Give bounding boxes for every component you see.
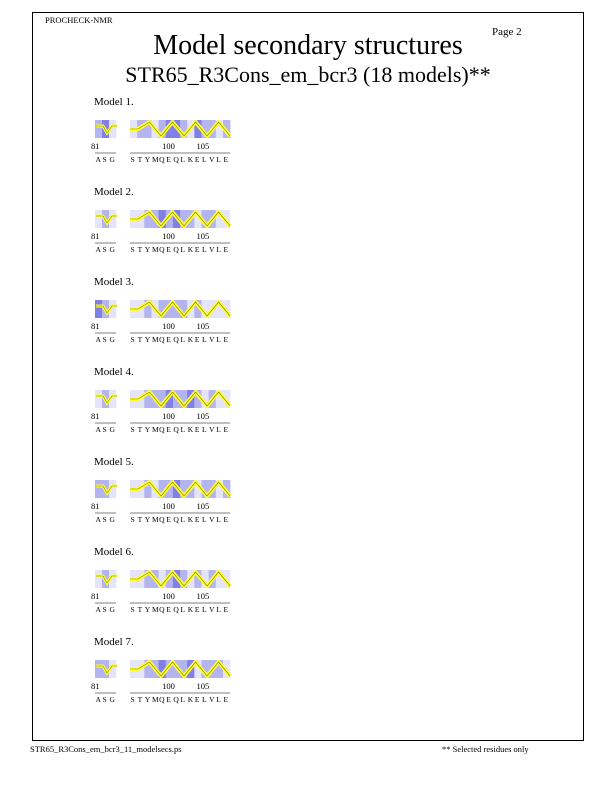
secondary-structure-plot	[90, 294, 240, 352]
model-block	[90, 276, 240, 366]
footer-filename: STR65_R3Cons_em_bcr3_11_modelsecs.ps	[30, 744, 182, 754]
sequence-letter: S	[130, 335, 135, 344]
sequence-letter: Q	[159, 245, 165, 254]
sequence-letter: V	[209, 515, 215, 524]
residue-number-tick: 105	[196, 231, 210, 241]
residue-number-start: 81	[91, 681, 100, 691]
sequence-letter: Q	[173, 335, 179, 344]
sequence-letter: L	[202, 155, 207, 164]
sequence-letter: E	[194, 605, 200, 614]
sequence-letter: E	[166, 245, 171, 254]
model-label: Model 4.	[94, 366, 134, 378]
sequence-letter: E	[223, 155, 229, 164]
sequence-letter: L	[216, 245, 221, 254]
page-title: Model secondary structures	[153, 30, 463, 61]
sequence-letter: S	[102, 515, 107, 524]
residue-number-tick: 100	[162, 321, 175, 331]
residue-number-tick: 105	[196, 321, 210, 331]
sequence-letter: L	[202, 695, 207, 704]
sequence-letter: E	[223, 605, 229, 614]
footer-note: ** Selected residues only	[442, 744, 529, 754]
shading-cell	[95, 660, 102, 678]
sequence-letter: E	[166, 155, 171, 164]
secondary-structure-plot	[90, 654, 240, 712]
sequence-letter: L	[202, 245, 207, 254]
residue-number-start: 81	[91, 591, 100, 601]
page-subtitle: STR65_R3Cons_em_bcr3 (18 models)**	[125, 62, 491, 87]
sequence-letter: S	[102, 155, 107, 164]
residue-number-start: 81	[91, 321, 100, 331]
sequence-letter: E	[223, 425, 229, 434]
sequence-letter: Q	[159, 605, 165, 614]
sequence-letter: E	[194, 695, 200, 704]
sequence-letter: M	[151, 155, 159, 164]
sequence-letter: E	[194, 245, 200, 254]
residue-number-start: 81	[91, 231, 100, 241]
sequence-letter: E	[194, 425, 200, 434]
sequence-letter: Q	[159, 425, 165, 434]
sequence-letter: K	[187, 425, 194, 434]
sequence-letter: S	[130, 155, 135, 164]
model-block	[90, 366, 240, 456]
residue-number-tick: 100	[162, 681, 175, 691]
sequence-letter: Y	[144, 155, 151, 164]
model-block	[90, 186, 240, 276]
sequence-letter: Q	[173, 245, 179, 254]
sequence-letter: M	[151, 605, 159, 614]
sequence-letter: V	[209, 335, 215, 344]
sequence-letter: S	[102, 695, 107, 704]
sequence-letter: M	[151, 515, 159, 524]
model-block	[90, 636, 240, 726]
sequence-letter: L	[202, 605, 207, 614]
residue-number-tick: 105	[196, 591, 210, 601]
sequence-letter: L	[216, 425, 221, 434]
sequence-letter: E	[223, 515, 229, 524]
sequence-letter: V	[209, 155, 215, 164]
model-label: Model 7.	[94, 636, 134, 648]
sequence-letter: Y	[144, 245, 151, 254]
sequence-letter: Q	[159, 155, 165, 164]
residue-number-tick: 105	[196, 411, 210, 421]
sequence-letter: E	[194, 335, 200, 344]
sequence-letter: G	[109, 695, 115, 704]
sequence-letter: T	[137, 515, 143, 524]
sequence-letter: L	[180, 605, 186, 614]
sequence-letter: A	[95, 335, 101, 344]
residue-number-tick: 100	[162, 231, 175, 241]
sequence-letter: Y	[144, 605, 151, 614]
sequence-letter: L	[216, 515, 221, 524]
sequence-letter: L	[216, 605, 221, 614]
model-label: Model 6.	[94, 546, 134, 558]
shading-cell	[95, 300, 102, 318]
sequence-letter: S	[130, 515, 135, 524]
sequence-letter: L	[216, 155, 221, 164]
sequence-letter: V	[209, 425, 215, 434]
model-label: Model 2.	[94, 186, 134, 198]
model-label: Model 5.	[94, 456, 134, 468]
sequence-letter: T	[137, 335, 143, 344]
program-name: PROCHECK-NMR	[45, 15, 113, 25]
model-label: Model 3.	[94, 276, 134, 288]
secondary-structure-plot	[90, 114, 240, 172]
sequence-letter: T	[137, 425, 143, 434]
sequence-letter: A	[95, 425, 101, 434]
sequence-letter: G	[109, 155, 115, 164]
sequence-letter: L	[202, 425, 207, 434]
sequence-letter: E	[223, 695, 229, 704]
sequence-letter: L	[180, 335, 186, 344]
residue-number-tick: 105	[196, 681, 210, 691]
sequence-letter: E	[166, 425, 171, 434]
secondary-structure-plot	[90, 474, 240, 532]
sequence-letter: K	[187, 245, 194, 254]
sequence-letter: Q	[173, 425, 179, 434]
sequence-letter: S	[102, 335, 107, 344]
sequence-letter: A	[95, 515, 101, 524]
shading-cell	[95, 480, 102, 498]
residue-number-tick: 100	[162, 141, 175, 151]
sequence-letter: M	[151, 695, 159, 704]
sequence-letter: L	[202, 515, 207, 524]
sequence-letter: E	[166, 695, 171, 704]
secondary-structure-plot	[90, 564, 240, 622]
sequence-letter: S	[130, 245, 135, 254]
residue-number-tick: 105	[196, 501, 210, 511]
sequence-letter: K	[187, 605, 194, 614]
sequence-letter: K	[187, 155, 194, 164]
shading-cell	[95, 390, 102, 408]
sequence-letter: K	[187, 335, 194, 344]
residue-number-tick: 100	[162, 501, 175, 511]
sequence-letter: Q	[159, 335, 165, 344]
sequence-letter: E	[194, 155, 200, 164]
model-block	[90, 546, 240, 636]
sequence-letter: V	[209, 605, 215, 614]
page-number: Page 2	[492, 26, 522, 38]
residue-number-tick: 100	[162, 411, 175, 421]
sequence-letter: S	[102, 425, 107, 434]
sequence-letter: Q	[173, 695, 179, 704]
model-block	[90, 96, 240, 186]
sequence-letter: M	[151, 245, 159, 254]
sequence-letter: G	[109, 425, 115, 434]
sequence-letter: Q	[159, 515, 165, 524]
sequence-letter: Y	[144, 695, 151, 704]
sequence-letter: T	[137, 605, 143, 614]
sequence-letter: G	[109, 605, 115, 614]
sequence-letter: K	[187, 515, 194, 524]
residue-number-tick: 105	[196, 141, 210, 151]
residue-number-tick: 100	[162, 591, 175, 601]
sequence-letter: V	[209, 245, 215, 254]
sequence-letter: A	[95, 245, 101, 254]
residue-number-start: 81	[91, 411, 100, 421]
sequence-letter: E	[166, 515, 171, 524]
shading-cell	[95, 570, 102, 588]
sequence-letter: A	[95, 695, 101, 704]
sequence-letter: E	[194, 515, 200, 524]
secondary-structure-plot	[90, 204, 240, 262]
residue-number-start: 81	[91, 141, 100, 151]
sequence-letter: S	[102, 605, 107, 614]
sequence-letter: S	[102, 245, 107, 254]
model-block	[90, 456, 240, 546]
sequence-letter: S	[130, 695, 135, 704]
sequence-letter: S	[130, 425, 135, 434]
sequence-letter: L	[180, 245, 186, 254]
sequence-letter: T	[137, 155, 143, 164]
sequence-letter: V	[209, 695, 215, 704]
sequence-letter: E	[166, 605, 171, 614]
shading-cell	[95, 120, 102, 138]
sequence-letter: T	[137, 245, 143, 254]
sequence-letter: K	[187, 695, 194, 704]
sequence-letter: L	[180, 515, 186, 524]
sequence-letter: Y	[144, 425, 151, 434]
secondary-structure-plot	[90, 384, 240, 442]
sequence-letter: Y	[144, 515, 151, 524]
sequence-letter: T	[137, 695, 143, 704]
sequence-letter: L	[216, 335, 221, 344]
sequence-letter: A	[95, 605, 101, 614]
shading-cell	[95, 210, 102, 228]
sequence-letter: L	[202, 335, 207, 344]
sequence-letter: G	[109, 335, 115, 344]
sequence-letter: E	[223, 335, 229, 344]
sequence-letter: Q	[173, 605, 179, 614]
sequence-letter: L	[216, 695, 221, 704]
model-label: Model 1.	[94, 96, 134, 108]
sequence-letter: L	[180, 695, 186, 704]
sequence-letter: A	[95, 155, 101, 164]
sequence-letter: Q	[159, 695, 165, 704]
sequence-letter: L	[180, 425, 186, 434]
sequence-letter: M	[151, 335, 159, 344]
residue-number-start: 81	[91, 501, 100, 511]
sequence-letter: S	[130, 605, 135, 614]
sequence-letter: E	[166, 335, 171, 344]
sequence-letter: Y	[144, 335, 151, 344]
sequence-letter: G	[109, 515, 115, 524]
sequence-letter: M	[151, 425, 159, 434]
sequence-letter: Q	[173, 155, 179, 164]
sequence-letter: E	[223, 245, 229, 254]
sequence-letter: Q	[173, 515, 179, 524]
sequence-letter: G	[109, 245, 115, 254]
sequence-letter: L	[180, 155, 186, 164]
